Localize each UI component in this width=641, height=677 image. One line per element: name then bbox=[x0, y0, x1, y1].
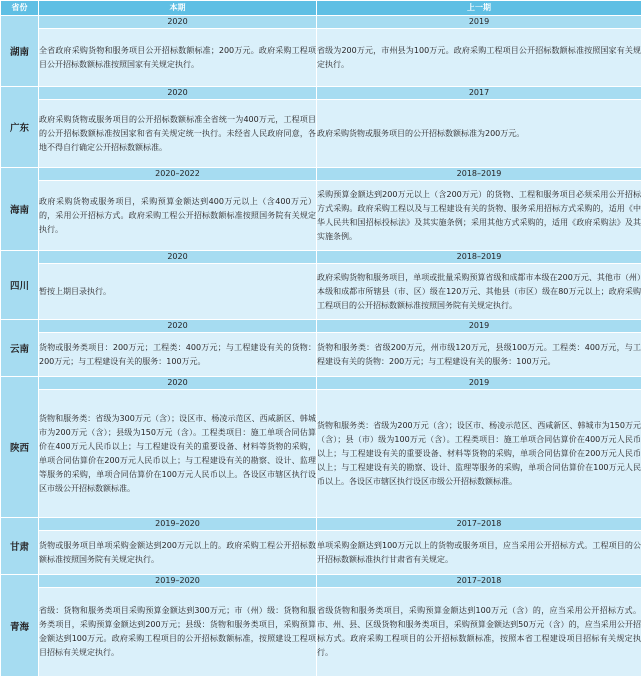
current-text: 暂按上期目录执行。 bbox=[39, 264, 317, 320]
current-text: 政府采购货物或服务项目，采购预算金额达到400万元以上（含400万元）的，采用公开招标方式。政府采购工程公开招标数额标准按照国务院有关规定执行。 bbox=[39, 181, 317, 251]
table-row-text bbox=[1, 100, 641, 168]
current-year: 2020 bbox=[39, 377, 317, 390]
province-cell: 海南 bbox=[1, 168, 39, 251]
province-cell: 云南 bbox=[1, 320, 39, 377]
previous-year: 2019 bbox=[317, 16, 641, 29]
header-previous: 上一期 bbox=[317, 1, 641, 16]
table-row-year bbox=[1, 168, 641, 181]
previous-text: 政府采购货物和服务项目，单项或批量采购预算省级和成都市本级在200万元、其他市（州）本级和成都市所辖县（市、区）级在120万元、其他县（市区）级在80万元以上；政府采购工程项目的公开招标数额标准按照国务院有关规定执行。 bbox=[317, 264, 641, 320]
previous-year: 2019 bbox=[317, 320, 641, 333]
current-text: 货物或服务类项目：200万元；工程类：400万元；与工程建设有关的货物：200万元；与工程建设有关的服务：100万元。 bbox=[39, 333, 317, 377]
table-row-text bbox=[1, 264, 641, 320]
previous-text: 政府采购货物或服务项目的公开招标数额标准为200万元。 bbox=[317, 100, 641, 168]
table-row-text bbox=[1, 333, 641, 377]
table-row-year bbox=[1, 575, 641, 588]
current-year: 2020 bbox=[39, 251, 317, 264]
table-row-year bbox=[1, 377, 641, 390]
province-cell: 甘肃 bbox=[1, 518, 39, 575]
previous-text: 单项采购金额达到100万元以上的货物或服务项目，应当采用公开招标方式。工程项目的公开招标数额标准执行甘肃省有关规定。 bbox=[317, 531, 641, 575]
previous-year: 2019 bbox=[317, 377, 641, 390]
province-cell: 湖南 bbox=[1, 16, 39, 87]
current-year: 2020 bbox=[39, 16, 317, 29]
previous-text: 省级货物和服务类项目，采购预算金额达到100万元（含）的，应当采用公开招标方式。市、州、县、区级货物和服务类项目，采购预算金额达到50万元（含）的，应当采用公开招标方式。政府采购工程项目的公开招标数额标准，按照本省工程建设项目招标有关规定执行。 bbox=[317, 588, 641, 677]
table-row-text bbox=[1, 531, 641, 575]
table-row-text bbox=[1, 181, 641, 251]
previous-year: 2018–2019 bbox=[317, 168, 641, 181]
table-row-text bbox=[1, 29, 641, 87]
previous-text: 货物和服务类：省级为200万元（含）；设区市、杨凌示范区、西咸新区、韩城市为150万元（含）；县（市）级为100万元（含）。工程类项目：施工单项合同估算价在400万元人民币以上；与工程建设有关的重要设备、材料等货物的采购，单项合同估算价在200万元人民币以上；与工程建设有关的勘察、设计、监理等服务的采购，单项合同估算价在100万元人民币以上。各设区市辖区执行设区市级公开招标数额标准。 bbox=[317, 390, 641, 518]
table-row-text bbox=[1, 588, 641, 677]
current-text: 省级：货物和服务类项目采购预算金额达到300万元；市（州）级：货物和服务类项目，采购预算金额达到200万元；县级：货物和服务类项目，采购预算金额达到100万元。政府采购工程项目的公开招标数额标准，按照建设工程项目招标有关规定执行。 bbox=[39, 588, 317, 677]
current-year: 2019–2020 bbox=[39, 575, 317, 588]
current-text: 政府采购货物或服务项目的公开招标数额标准全省统一为400万元，工程项目的公开招标数额标准按国家和省有关规定统一执行。未经省人民政府同意，各地不得自行确定公开招标数额标准。 bbox=[39, 100, 317, 168]
current-text: 货物或服务项目单项采购金额达到200万元以上的。政府采购工程公开招标数额标准按照国务院有关规定执行。 bbox=[39, 531, 317, 575]
current-year: 2019–2020 bbox=[39, 518, 317, 531]
header-current: 本期 bbox=[39, 1, 317, 16]
province-cell: 四川 bbox=[1, 251, 39, 320]
previous-text: 采购预算金额达到200万元以上（含200万元）的货物、工程和服务项目必须采用公开招标方式采购。政府采购工程以及与工程建设有关的货物、服务采用招标方式采购的，适用《中华人民共和国招标投标法》及其实施条例；采用其他方式采购的，适用《政府采购法》及其实施条例。 bbox=[317, 181, 641, 251]
table-row-year bbox=[1, 87, 641, 100]
current-text: 货物和服务类：省级为300万元（含）；设区市、杨凌示范区、西咸新区、韩城市为200万元（含）；县级为150万元（含）。工程类项目：施工单项合同估算价在400万元人民币以上；与工程建设有关的重要设备、材料等货物的采购，单项合同估算价在200万元人民币以上；与工程建设有关的勘察、设计、监理等服务的采购，单项合同估算价在100万元人民币以上。各设区市辖区执行设区市级公开招标数额标准。 bbox=[39, 390, 317, 518]
previous-text: 省级为200万元，市州县为100万元。政府采购工程项目公开招标数额标准按照国家有关规定执行。 bbox=[317, 29, 641, 87]
previous-year: 2017–2018 bbox=[317, 575, 641, 588]
table-row-text bbox=[1, 390, 641, 518]
header-province: 省份 bbox=[1, 1, 39, 16]
table-row-year bbox=[1, 320, 641, 333]
province-cell: 青海 bbox=[1, 575, 39, 677]
table-row-year bbox=[1, 251, 641, 264]
table-row-year bbox=[1, 16, 641, 29]
current-year: 2020 bbox=[39, 320, 317, 333]
table-row-year bbox=[1, 518, 641, 531]
previous-year: 2018–2019 bbox=[317, 251, 641, 264]
previous-year: 2017–2018 bbox=[317, 518, 641, 531]
header-row bbox=[1, 1, 641, 16]
current-year: 2020–2022 bbox=[39, 168, 317, 181]
province-cell: 陕西 bbox=[1, 377, 39, 518]
current-year: 2020 bbox=[39, 87, 317, 100]
previous-text: 货物和服务类：省级200万元，州市级120万元，县级100万元。工程类：400万元，与工程建设有关的货物：200万元；与工程建设有关的服务：100万元。 bbox=[317, 333, 641, 377]
previous-year: 2017 bbox=[317, 87, 641, 100]
province-cell: 广东 bbox=[1, 87, 39, 168]
current-text: 全省政府采购货物和服务项目公开招标数额标准；200万元。政府采购工程项目公开招标数额标准按照国家有关规定执行。 bbox=[39, 29, 317, 87]
